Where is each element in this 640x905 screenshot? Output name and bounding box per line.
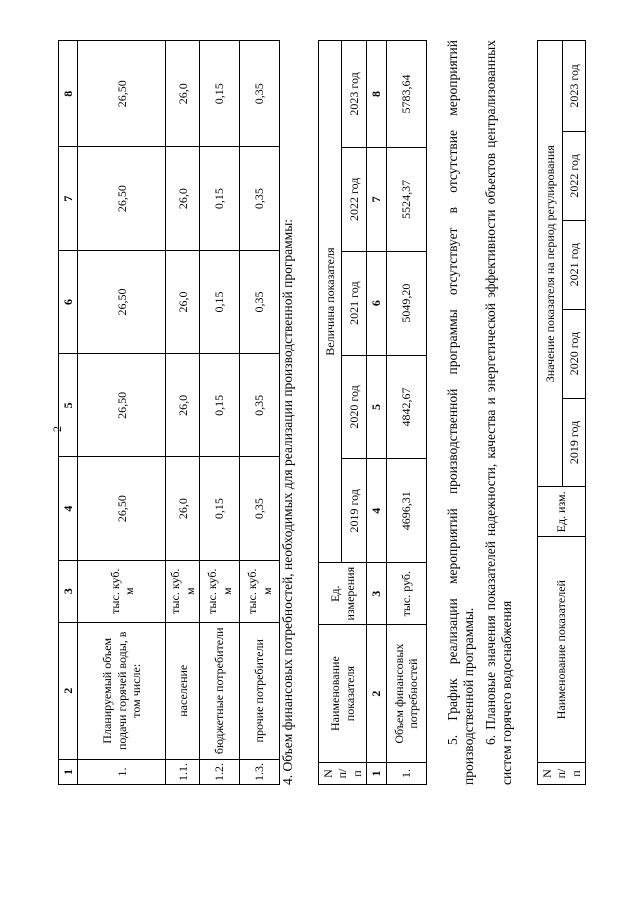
table-header-numbers: 1 2 3 4 5 6 7 8 (367, 41, 386, 785)
section-6-text: 6. Плановые значения показателей надежности, качества и энергетической эффективности объектов централизованных систем горячего водоснабжения (483, 40, 514, 785)
table-header: N п/п Наименование показателя Ед. измерения Величина показателя (319, 41, 342, 785)
water-supply-volume-table (58, 40, 280, 785)
table-row: 1. Планируемый объем подачи горячей воды, в том числе: тыс. куб. м 26,50 26,50 26,50 26,50 26,50 (78, 41, 166, 785)
table-row: 1.2. бюджетные потребители тыс. куб. м 0,15 0,15 0,15 0,15 0,15 (200, 41, 240, 785)
page-number: 2 (50, 426, 64, 432)
table-row: 1.1. население тыс. куб. м 26,0 26,0 26,0 26,0 26,0 (166, 41, 200, 785)
reliability-indicators-table (537, 40, 586, 785)
table-row: 1. Объем финансовых потребностей тыс. руб. 4696,31 4842,67 5049,20 5524,37 5783,64 (386, 41, 426, 785)
table-header-years: 2019 год 2020 год 2021 год 2022 год 2023 год (342, 41, 367, 785)
table-header: N п/п Наименование показателей Ед. изм. Значение показателя на период регулирования (538, 41, 563, 785)
financial-needs-table (318, 40, 427, 785)
section-5-text: 5. График реализации мероприятий производственной программы отсутствует в отсутствие мероприятий производственной программы. (445, 40, 476, 785)
table-header-numbers: 1 2 3 4 5 6 7 8 (59, 41, 78, 785)
section-4-heading: 4. Объем финансовых потребностей, необходимых для реализации производственной программы: (280, 218, 295, 785)
table-row: 1.3. прочие потребители тыс. куб. м 0,35 0,35 0,35 0,35 0,35 (240, 41, 280, 785)
table-header-years: 2019 год 2020 год 2021 год 2022 год 2023 год (563, 41, 586, 785)
